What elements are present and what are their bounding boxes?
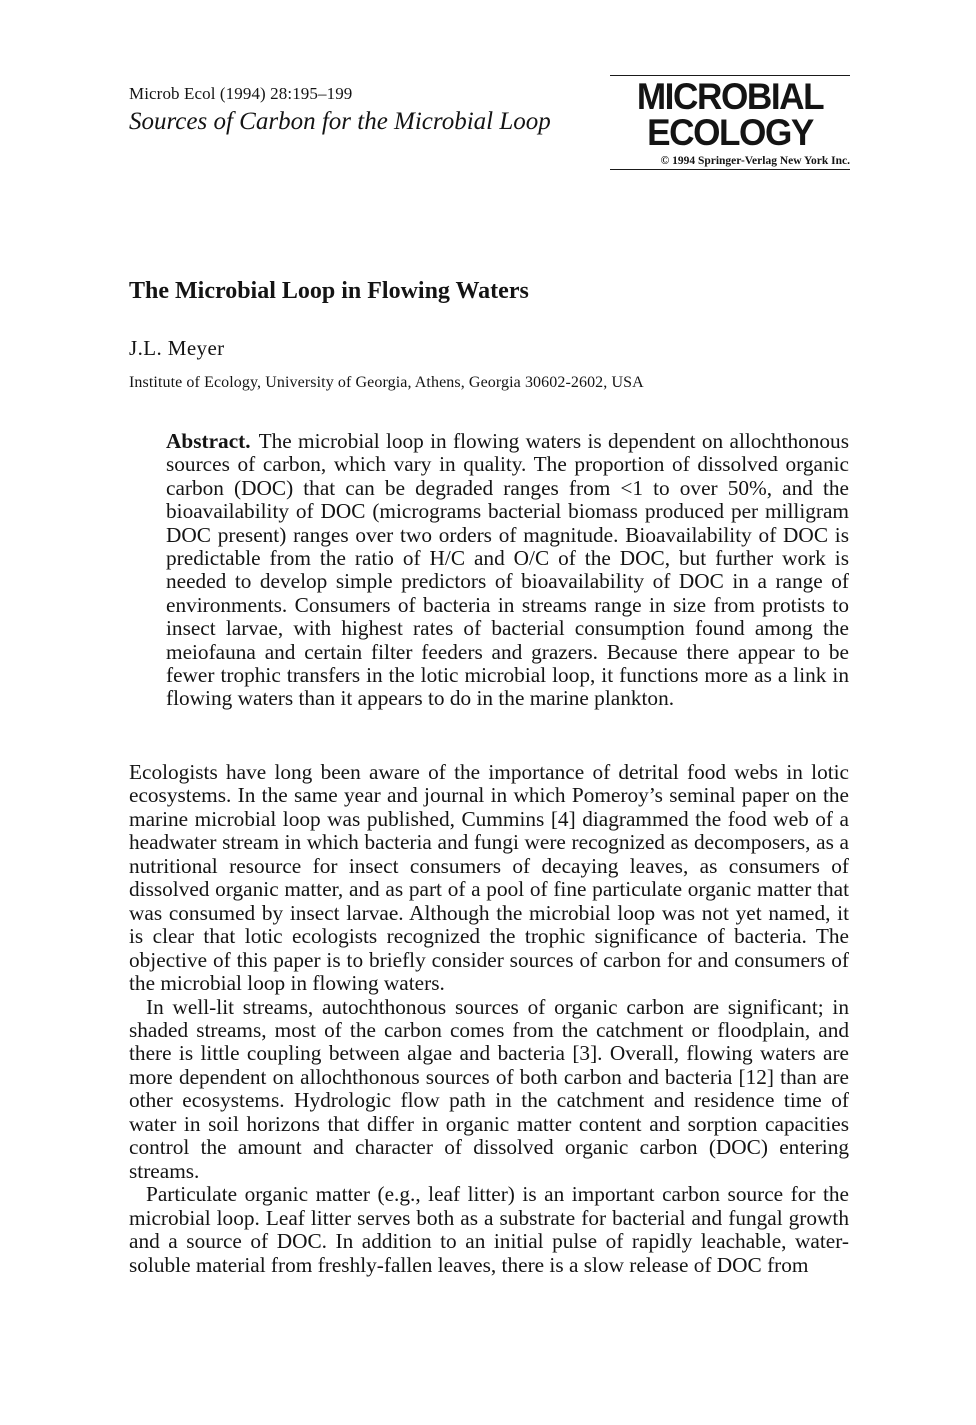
series-title: Sources of Carbon for the Microbial Loop [129, 108, 551, 135]
journal-name-line2: ECOLOGY [647, 112, 813, 153]
abstract [166, 430, 849, 711]
affiliation: Institute of Ecology, University of Georgia, Athens, Georgia 30602-2602, USA [129, 374, 644, 391]
abstract-label: Abstract. [166, 429, 251, 453]
copyright-notice: © 1994 Springer-Verlag New York Inc. [610, 154, 850, 170]
body-paragraph: Particulate organic matter (e.g., leaf litter) is an important carbon source for the microbial loop. Leaf litter serves both as a substrate for bacterial and fungal growth and a source of DOC. In addition to an initial pulse of rapidly leachable, water-soluble material from freshly-fallen leaves, there is a slow release of DOC from [129, 1182, 849, 1277]
running-header [129, 83, 599, 137]
journal-name [616, 76, 844, 153]
abstract-text: The microbial loop in flowing waters is dependent on allochthonous sources of carbon, which vary in quality. The proportion of dissolved organic carbon (DOC) that can be degraded ranges from <1 to over 50%, and the bioavailability of DOC (micrograms bacterial biomass produced per milligram DOC present) ranges over two orders of magnitude. Bioavailability of DOC is predictable from the ratio of H/C and O/C of the DOC, but further work is needed to develop simple predictors of bioavailability of DOC in a range of environments. Consumers of bacteria in streams range in size from protists to insect larvae, with highest rates of bacterial consumption found among the meiofauna and certain filter feeders and grazers. Because there appear to be fewer trophic transfers in the lotic microbial loop, it functions more as a link in flowing waters than it appears to do in the marine plankton. [166, 429, 849, 711]
body-paragraph: In well-lit streams, autochthonous sources of organic carbon are significant; in shaded streams, most of the carbon comes from the catchment or floodplain, and there is little coupling between algae and bacteria [3]. Overall, flowing waters are more dependent on allochthonous sources of both carbon and bacteria [12] than are other ecosystems. Hydrologic flow path in the catchment and residence time of water in soil horizons that differ in organic matter content and sorption capacities control the amount and character of dissolved organic carbon (DOC) entering streams. [129, 994, 849, 1183]
article-title: The Microbial Loop in Flowing Waters [129, 278, 529, 304]
body-paragraph: Ecologists have long been aware of the importance of detrital food webs in lotic ecosystems. In the same year and journal in which Pomeroy’s seminal paper on the marine microbial loop was published, Cummins [4] diagrammed the food web of a headwater stream in which bacteria and fungi were recognized as decomposers, as a nutritional resource for insect consumers of decaying leaves, as consumers of dissolved organic matter, and as part of a pool of fine particulate organic matter that was consumed by insect larvae. Although the microbial loop was not yet named, it is clear that lotic ecologists recognized the trophic significance of bacteria. The objective of this paper is to briefly consider sources of carbon for and consumers of the microbial loop in flowing waters. [129, 760, 849, 996]
body-text [129, 761, 849, 1277]
author: J.L. Meyer [129, 336, 225, 360]
journal-name-line1: MICROBIAL [636, 76, 824, 117]
citation: Microb Ecol (1994) 28:195–199 [129, 84, 353, 103]
journal-masthead [610, 75, 850, 170]
